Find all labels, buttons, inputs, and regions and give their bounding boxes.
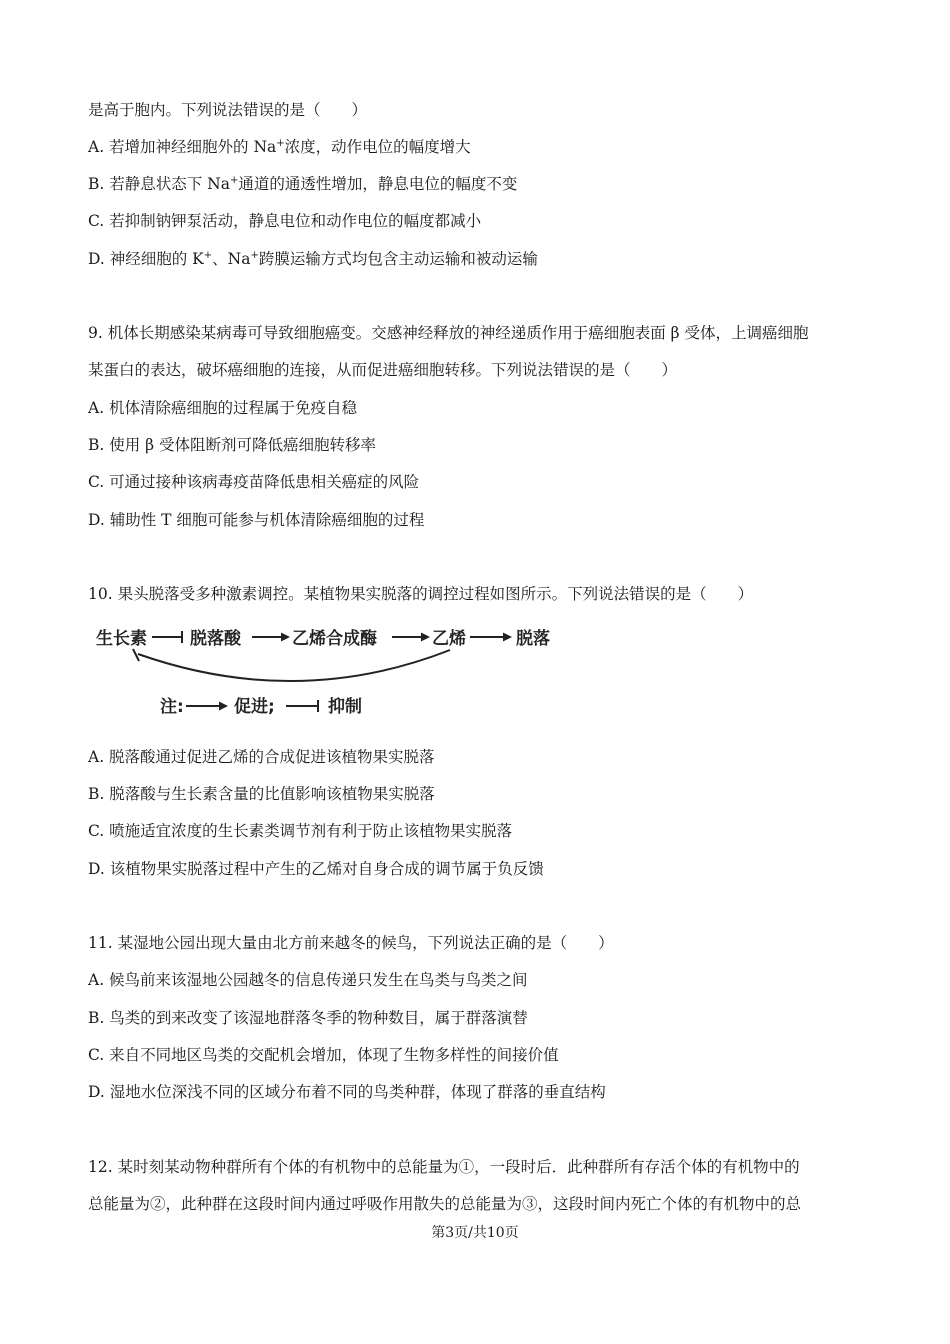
q10-option-c: C. 喷施适宜浓度的生长素类调节剂有利于防止该植物果实脱落 — [88, 822, 513, 840]
q10-option-b: B. 脱落酸与生长素含量的比值影响该植物果实脱落 — [88, 785, 435, 803]
page-footer: 第3页/共10页 — [431, 1225, 519, 1241]
q11-option-d: D. 湿地水位深浅不同的区域分布着不同的鸟类种群，体现了群落的垂直结构 — [88, 1083, 606, 1101]
diagram-ethylene: 乙烯 — [432, 629, 466, 649]
inhibit-curve-ethylene-auxin — [133, 649, 450, 681]
q10-stem: 10. 果头脱落受多种激素调控。某植物果实脱落的调控过程如图所示。下列说法错误的是（ ） — [88, 585, 754, 603]
q11-stem: 11. 某湿地公园出现大量由北方前来越冬的候鸟，下列说法正确的是（ ） — [88, 934, 614, 952]
q9-option-b: B. 使用 β 受体阻断剂可降低癌细胞转移率 — [88, 436, 377, 454]
diagram-abscission: 脱落 — [516, 629, 550, 649]
q9-stem-line2: 某蛋白的表达，破坏癌细胞的连接，从而促进癌细胞转移。下列说法错误的是（ ） — [88, 361, 678, 379]
legend-inhibit-arrow-icon — [286, 700, 318, 712]
legend-promote-label: 促进; — [234, 697, 275, 717]
promote-arrow-synthase-ethylene — [392, 633, 430, 642]
q8-option-b: B. 若静息状态下 Na+通道的通透性增加，静息电位的幅度不变 — [88, 174, 518, 193]
legend-inhibit-label: 抑制 — [328, 697, 362, 717]
diagram-ethylene-synthase: 乙烯合成酶 — [292, 629, 377, 649]
q10-option-a: A. 脱落酸通过促进乙烯的合成促进该植物果实脱落 — [88, 748, 435, 766]
promote-arrow-ethylene-abscission — [470, 633, 512, 642]
q12-stem-line2: 总能量为②，此种群在这段时间内通过呼吸作用散失的总能量为③，这段时间内死亡个体的有机物中的总 — [88, 1195, 802, 1213]
diagram-aba: 脱落酸 — [190, 629, 241, 649]
legend-note-label: 注: — [160, 697, 184, 717]
promote-arrow-aba-synthase — [252, 633, 290, 642]
q11-option-c: C. 来自不同地区鸟类的交配机会增加，体现了生物多样性的间接价值 — [88, 1046, 559, 1064]
inhibit-arrow-auxin-aba — [152, 631, 182, 643]
q8-stem-tail: 是高于胞内。下列说法错误的是（ ） — [88, 101, 368, 119]
legend-promote-arrow-icon — [186, 702, 228, 711]
q9-stem-line1: 9. 机体长期感染某病毒可导致细胞癌变。交感神经释放的神经递质作用于癌细胞表面 β 受体，上调癌细胞 — [88, 324, 809, 342]
q8-option-c: C. 若抑制钠钾泵活动，静息电位和动作电位的幅度都减小 — [88, 212, 482, 230]
q9-option-a: A. 机体清除癌细胞的过程属于免疫自稳 — [88, 399, 358, 417]
q9-option-c: C. 可通过接种该病毒疫苗降低患相关癌症的风险 — [88, 473, 420, 491]
q11-option-a: A. 候鸟前来该湿地公园越冬的信息传递只发生在鸟类与鸟类之间 — [88, 971, 528, 989]
diagram-auxin: 生长素 — [96, 629, 147, 649]
q9-option-d: D. 辅助性 T 细胞可能参与机体清除癌细胞的过程 — [88, 511, 425, 529]
q8-option-a: A. 若增加神经细胞外的 Na+浓度，动作电位的幅度增大 — [88, 137, 471, 156]
q11-option-b: B. 鸟类的到来改变了该湿地群落冬季的物种数目，属于群落演替 — [88, 1009, 528, 1027]
hormone-regulation-diagram — [92, 622, 572, 722]
q8-option-d: D. 神经细胞的 K+、Na+跨膜运输方式均包含主动运输和被动运输 — [88, 249, 538, 268]
q12-stem-line1: 12. 某时刻某动物种群所有个体的有机物中的总能量为①，一段时后．此种群所有存活个体的有机物中的 — [88, 1158, 800, 1176]
q10-option-d: D. 该植物果实脱落过程中产生的乙烯对自身合成的调节属于负反馈 — [88, 860, 544, 878]
